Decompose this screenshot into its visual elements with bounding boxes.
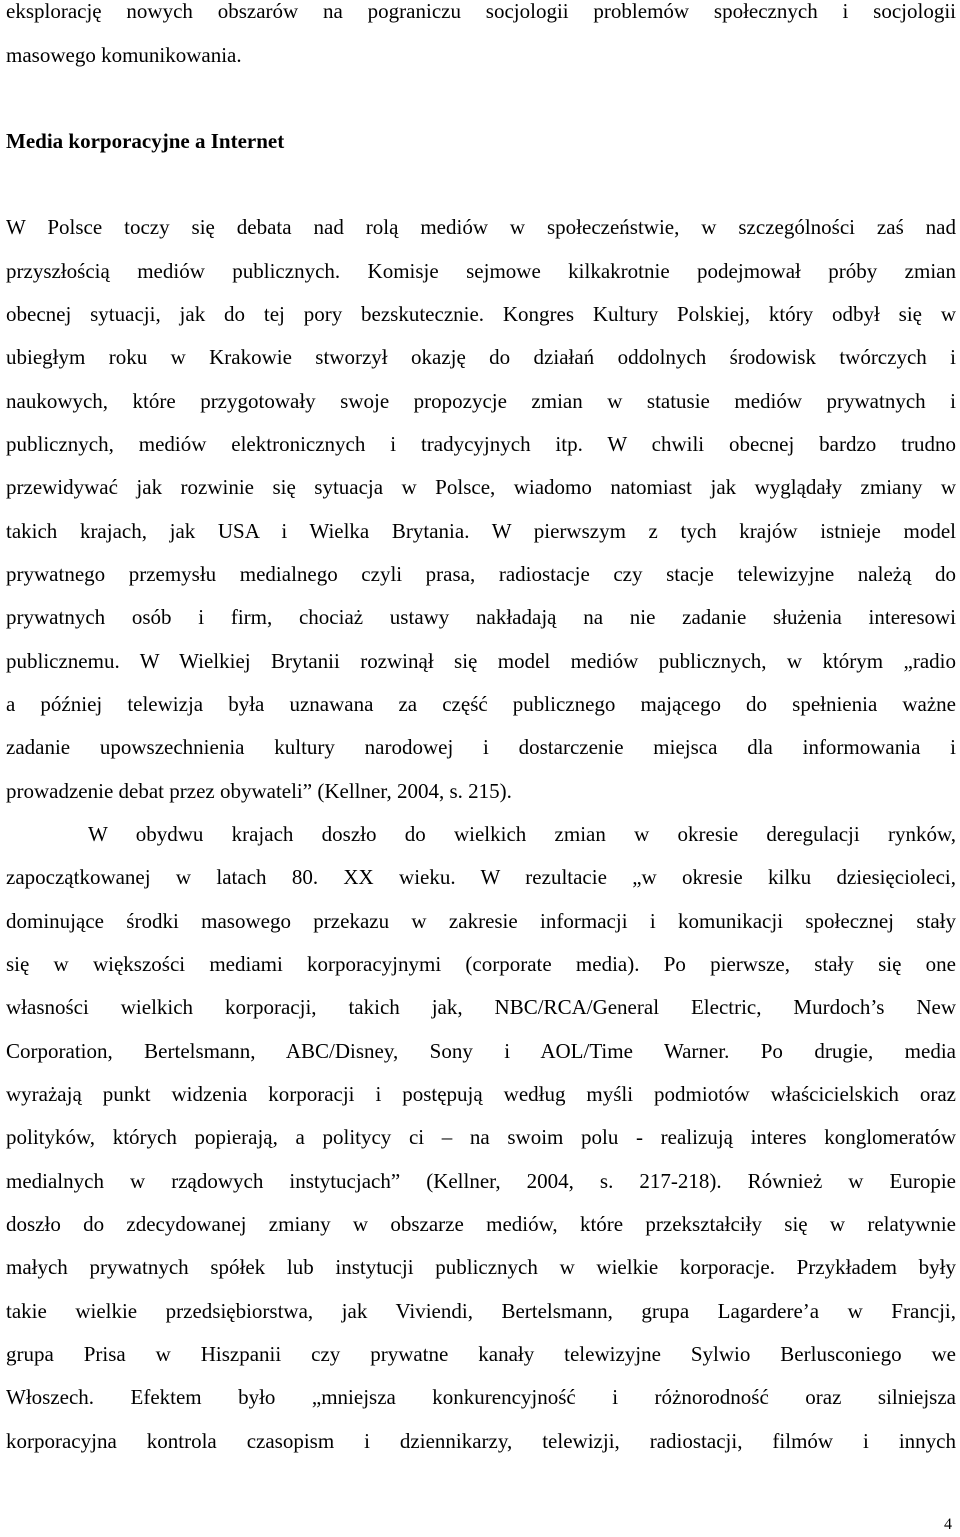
text-line: prywatnych osób i firm, chociaż ustawy nakładają na nie zadanie służenia interesowi xyxy=(6,605,956,629)
text-line: medialnych w rządowych instytucjach” (Kellner, 2004, s. 217-218). Również w Europie xyxy=(6,1169,956,1193)
text-line: masowego komunikowania. xyxy=(6,43,242,67)
text-line: przyszłością mediów publicznych. Komisje sejmowe kilkakrotnie podejmował próby zmian xyxy=(6,259,956,283)
text-line: grupa Prisa w Hiszpanii czy prywatne kanały telewizyjne Sylwio Berlusconiego we xyxy=(6,1342,956,1366)
text-line: prywatnego przemysłu medialnego czyli prasa, radiostacje czy stacje telewizyjne należą do xyxy=(6,562,956,586)
text-line: ubiegłym roku w Krakowie stworzył okazję do działań oddolnych środowisk twórczych i xyxy=(6,345,956,369)
page-number: 4 xyxy=(944,1516,952,1533)
text-line: doszło do zdecydowanej zmiany w obszarze mediów, które przekształciły się w relatywnie xyxy=(6,1212,956,1236)
text-line: wyrażają punkt widzenia korporacji i postępują według myśli podmiotów właścicielskich oraz xyxy=(6,1082,956,1106)
text-line: takich krajach, jak USA i Wielka Brytania. W pierwszym z tych krajów istnieje model xyxy=(6,519,956,543)
text-line: zapoczątkowanej w latach 80. XX wieku. W rezultacie „w okresie kilku dziesięcioleci, xyxy=(6,865,956,889)
text-line: zadanie upowszechnienia kultury narodowej i dostarczenie miejsca dla informowania i xyxy=(6,735,956,759)
text-line: się w większości mediami korporacyjnymi (corporate media). Po pierwsze, stały się one xyxy=(6,952,956,976)
text-line: polityków, których popierają, a politycy ci – na swoim polu - realizują interes konglomeratów xyxy=(6,1125,956,1149)
text-line: W obydwu krajach doszło do wielkich zmian w okresie deregulacji rynków, xyxy=(88,822,956,846)
text-line: Włoszech. Efektem było „mniejsza konkurencyjność i różnorodność oraz silniejsza xyxy=(6,1385,956,1409)
text-line: własności wielkich korporacji, takich jak, NBC/RCA/General Electric, Murdoch’s New xyxy=(6,995,956,1019)
text-line: korporacyjna kontrola czasopism i dziennikarzy, telewizji, radiostacji, filmów i innych xyxy=(6,1429,956,1453)
section-heading: Media korporacyjne a Internet xyxy=(6,129,285,153)
text-line: obecnej sytuacji, jak do tej pory bezskutecznie. Kongres Kultury Polskiej, który odbył się w xyxy=(6,302,956,326)
text-line: publicznemu. W Wielkiej Brytanii rozwinął się model mediów publicznych, w którym „radio xyxy=(6,649,956,673)
text-line: Corporation, Bertelsmann, ABC/Disney, Sony i AOL/Time Warner. Po drugie, media xyxy=(6,1039,956,1063)
text-line: dominujące środki masowego przekazu w zakresie informacji i komunikacji społecznej stały xyxy=(6,909,956,933)
text-line: małych prywatnych spółek lub instytucji publicznych w wielkie korporacje. Przykładem były xyxy=(6,1255,956,1279)
text-line: takie wielkie przedsiębiorstwa, jak Viviendi, Bertelsmann, grupa Lagardere’a w Francji, xyxy=(6,1299,956,1323)
text-line: eksplorację nowych obszarów na pograniczu socjologii problemów społecznych i socjologii xyxy=(6,0,956,23)
text-line: a później telewizja była uznawana za część publicznego mającego do spełnienia ważne xyxy=(6,692,956,716)
text-line: prowadzenie debat przez obywateli” (Kellner, 2004, s. 215). xyxy=(6,779,512,803)
text-line: publicznych, mediów elektronicznych i tradycyjnych itp. W chwili obecnej bardzo trudno xyxy=(6,432,956,456)
text-line: naukowych, które przygotowały swoje propozycje zmian w statusie mediów prywatnych i xyxy=(6,389,956,413)
text-line: przewidywać jak rozwinie się sytuacja w Polsce, wiadomo natomiast jak wyglądały zmiany w xyxy=(6,475,956,499)
text-line: W Polsce toczy się debata nad rolą mediów w społeczeństwie, w szczególności zaś nad xyxy=(6,215,956,239)
